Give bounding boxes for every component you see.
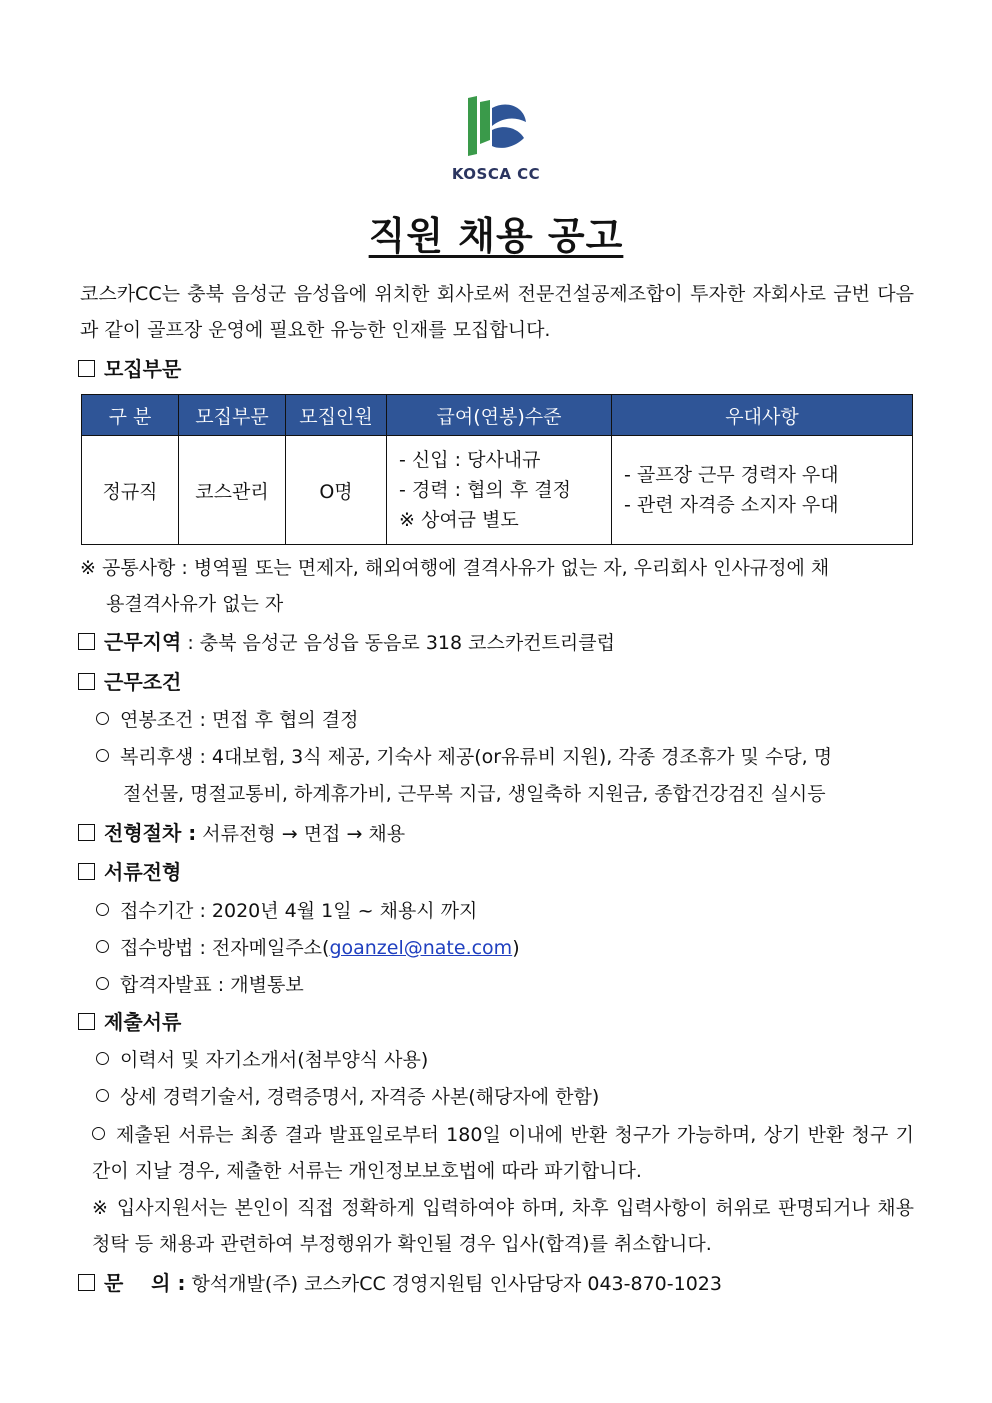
cell-count: O명 — [286, 436, 387, 545]
process-text: 서류전형 → 면접 → 채용 — [196, 823, 406, 845]
circle-bullet-icon — [96, 977, 109, 990]
salary-line: - 경력 : 협의 후 결정 — [399, 479, 571, 501]
section-contact — [78, 1268, 722, 1299]
cell-salary — [387, 436, 612, 545]
contact-text: 항석개발(주) 코스카CC 경영지원팀 인사담당자 043-870-1023 — [185, 1273, 722, 1295]
section-heading: 근무지역 — [104, 630, 182, 654]
col-header-type: 구 분 — [82, 395, 179, 436]
checkbox-square-icon — [78, 673, 95, 690]
kosca-logo-icon — [462, 96, 532, 156]
section-submission — [78, 1007, 181, 1037]
cell-dept: 코스관리 — [179, 436, 286, 545]
list-item: 접수기간 : 2020년 4월 1일 ~ 채용시 까지 — [96, 893, 916, 930]
section-heading: 문 의 : — [104, 1271, 186, 1295]
circle-bullet-icon — [96, 1052, 109, 1065]
circle-bullet-icon — [96, 940, 109, 953]
section-heading: 제출서류 — [104, 1010, 182, 1034]
note-line: 용결격사유가 없는 자 — [106, 593, 284, 615]
col-header-dept: 모집부문 — [179, 395, 286, 436]
section-heading: 서류전형 — [104, 860, 182, 884]
section-conditions — [78, 667, 181, 697]
col-header-count: 모집인원 — [286, 395, 387, 436]
section-document-review — [78, 857, 181, 887]
list-item: 연봉조건 : 면접 후 협의 결정 — [96, 702, 916, 739]
warning-notice: ※ 입사지원서는 본인이 직접 정확하게 입력하여야 하며, 차후 입력사항이 허위로 판명되거나 채용 청탁 등 채용과 관련하여 부정행위가 확인될 경우 입사(합격)를 취소합니다. — [92, 1197, 914, 1255]
checkbox-square-icon — [78, 633, 95, 650]
circle-bullet-icon — [96, 903, 109, 916]
section-recruit — [78, 354, 181, 384]
note-line: ※ 공통사항 : 병역필 또는 면제자, 해외여행에 결격사유가 없는 자, 우리회사 인사규정에 채 — [80, 557, 830, 579]
table-header-row — [82, 395, 913, 436]
recruit-table — [81, 394, 913, 545]
col-header-preference: 우대사항 — [612, 395, 913, 436]
salary-line: ※ 상여금 별도 — [399, 509, 519, 531]
return-notice: 제출된 서류는 최종 결과 발표일로부터 180일 이내에 반환 청구가 가능하며, 상기 반환 청구 기간이 지날 경우, 제출한 서류는 개인정보보호법에 따라 파기합니다. — [92, 1124, 914, 1182]
cell-type: 정규직 — [82, 436, 179, 545]
intro-paragraph: 코스카CC는 충북 음성군 음성읍에 위치한 회사로써 전문건설공제조합이 투자한 자회사로 금번 다음과 같이 골프장 운영에 필요한 유능한 인재를 모집합니다. — [80, 283, 914, 341]
list-item: 접수방법 : 전자메일주소(goanzel@nate.com) — [96, 930, 916, 967]
circle-bullet-icon — [92, 1127, 105, 1140]
checkbox-square-icon — [78, 863, 95, 880]
cell-preference — [612, 436, 913, 545]
section-heading: 모집부문 — [104, 357, 182, 381]
common-requirements-note — [80, 550, 914, 622]
preference-line: - 골프장 근무 경력자 우대 — [624, 464, 839, 486]
section-heading: 근무조건 — [104, 670, 182, 694]
checkbox-square-icon — [78, 360, 95, 377]
list-item: 이력서 및 자기소개서(첨부양식 사용) — [96, 1042, 916, 1079]
location-text: : 충북 음성군 음성읍 동음로 318 코스카컨트리클럽 — [181, 632, 615, 654]
section-heading: 전형절차 : — [104, 821, 197, 845]
section-location — [78, 627, 615, 658]
salary-line: - 신입 : 당사내규 — [399, 449, 541, 471]
page-title: 직원 채용 공고 — [368, 214, 624, 258]
list-item: 합격자발표 : 개별통보 — [96, 967, 916, 1004]
list-item: 상세 경력기술서, 경력증명서, 자격증 사본(해당자에 한함) — [96, 1079, 916, 1116]
list-item: 복리후생 : 4대보험, 3식 제공, 기숙사 제공(or유류비 지원), 각종 경조휴가 및 수당, 명 절선물, 명절교통비, 하계휴가비, 근무복 지급, 생일축하 지원금, 종합건강검진 실시등 — [96, 739, 916, 813]
table-row — [82, 436, 913, 545]
logo-text: KOSCA CC — [451, 165, 541, 183]
circle-bullet-icon — [96, 749, 109, 762]
checkbox-square-icon — [78, 824, 95, 841]
col-header-salary: 급여(연봉)수준 — [387, 395, 612, 436]
section-process — [78, 818, 405, 849]
checkbox-square-icon — [78, 1274, 95, 1291]
circle-bullet-icon — [96, 712, 109, 725]
checkbox-square-icon — [78, 1013, 95, 1030]
email-link[interactable]: goanzel@nate.com — [329, 937, 513, 959]
preference-line: - 관련 자격증 소지자 우대 — [624, 494, 839, 516]
circle-bullet-icon — [96, 1089, 109, 1102]
